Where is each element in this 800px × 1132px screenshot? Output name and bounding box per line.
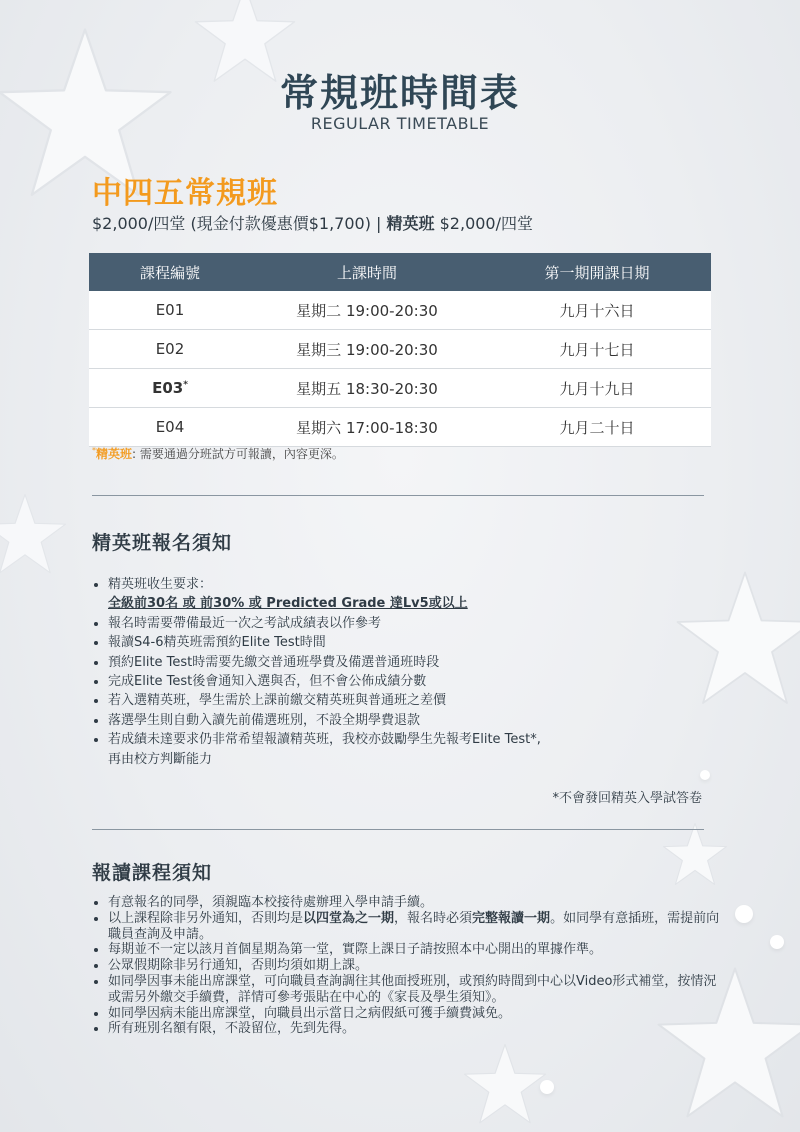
list-item: • 預約Elite Test時需要先繳交普通班學費及備選普通班時段 xyxy=(108,653,728,672)
course-code: E02 xyxy=(89,330,251,369)
list-item: • 以上課程除非另外通知，否則均是以四堂為之一期，報名時必須完整報讀一期。如同學有意插班，需提前向職員查詢及申請。 xyxy=(108,911,722,943)
star-decoration-icon xyxy=(460,1040,550,1130)
course-price xyxy=(92,211,533,234)
start-date: 九月二十日 xyxy=(483,408,711,447)
divider xyxy=(92,495,704,496)
bubble-decoration xyxy=(700,770,710,780)
table-row xyxy=(89,330,711,369)
course-code: E01 xyxy=(89,291,251,330)
start-date: 九月十九日 xyxy=(483,369,711,408)
course-code: E04 xyxy=(89,408,251,447)
note-text: : 需要通過分班試方可報讀，內容更深。 xyxy=(132,447,344,461)
star-decoration-icon xyxy=(660,820,730,890)
bubble-decoration xyxy=(770,935,784,949)
page-subtitle: REGULAR TIMETABLE xyxy=(310,114,490,133)
list-item: • 報讀S4-6精英班需預約Elite Test時間 xyxy=(108,633,728,652)
note-label: 精英班 xyxy=(96,447,133,461)
course-section-heading: 報讀課程須知 xyxy=(92,862,213,884)
table-header-row xyxy=(89,253,711,291)
course-title: 中四五常規班 xyxy=(92,176,278,211)
list-item: • 若成績未達要求仍非常希望報讀精英班，我校亦鼓勵學生先報考Elite Test*, 再由校方判斷能力 xyxy=(108,730,728,769)
bubble-decoration xyxy=(540,1080,554,1094)
class-time: 星期二 19:00-20:30 xyxy=(251,291,483,330)
table-row xyxy=(89,369,711,408)
page-title: 常規班時間表 xyxy=(279,71,520,115)
list-item: • 落選學生則自動入讀先前備選班別，不設全期學費退款 xyxy=(108,711,728,730)
column-header-time: 上課時間 xyxy=(251,253,483,291)
regular-price: $2,000/四堂 (現金付款優惠價$1,700) xyxy=(92,214,371,233)
start-date: 九月十七日 xyxy=(483,330,711,369)
bubble-decoration xyxy=(735,905,753,923)
list-item: • 所有班別名額有限，不設留位，先到先得。 xyxy=(108,1021,722,1037)
list-item: • 每期並不一定以該月首個星期為第一堂，實際上課日子請按照本中心開出的單據作準。 xyxy=(108,942,722,958)
list-item: • 公眾假期除非另行通知，否則均須如期上課。 xyxy=(108,958,722,974)
list-item: • 報名時需要帶備最近一次之考試成績表以作參考 xyxy=(108,614,728,633)
note-mark: * xyxy=(92,446,96,455)
star-decoration-icon xyxy=(0,490,70,580)
list-item: • 精英班收生要求： 全級前30名 或 前30% 或 Predicted Grade 達Lv5或以上 xyxy=(108,575,728,614)
list-item: • 如同學因事未能出席課堂，可向職員查詢調往其他面授班別，或預約時間到中心以Video形式補堂，按情況或需另外繳交手續費，詳情可參考張貼在中心的《家長及學生須知》。 xyxy=(108,974,722,1006)
course-code-elite: E03* xyxy=(89,369,251,408)
elite-section-heading: 精英班報名須知 xyxy=(92,532,233,554)
elite-footnote: *不會發回精英入學試答卷 xyxy=(552,791,702,806)
elite-price: $2,000/四堂 xyxy=(439,214,534,233)
column-header-start: 第一期開課日期 xyxy=(483,253,711,291)
divider xyxy=(92,829,704,830)
timetable xyxy=(89,253,711,447)
elite-price-label: 精英班 xyxy=(386,214,435,233)
elite-requirements-list xyxy=(92,575,728,769)
class-time: 星期五 18:30-20:30 xyxy=(251,369,483,408)
class-time: 星期三 19:00-20:30 xyxy=(251,330,483,369)
admission-requirement: 全級前30名 或 前30% 或 Predicted Grade 達Lv5或以上 xyxy=(108,596,468,612)
list-item: • 完成Elite Test後會通知入選與否，但不會公佈成績分數 xyxy=(108,672,728,691)
elite-mark: * xyxy=(183,380,188,390)
table-row xyxy=(89,291,711,330)
table-row xyxy=(89,408,711,447)
price-separator: | xyxy=(376,214,382,233)
list-item: • 若入選精英班，學生需於上課前繳交精英班與普通班之差價 xyxy=(108,691,728,710)
elite-note xyxy=(92,445,344,462)
start-date: 九月十六日 xyxy=(483,291,711,330)
column-header-code: 課程編號 xyxy=(89,253,251,291)
list-item: • 如同學因病未能出席課堂，向職員出示當日之病假紙可獲手續費減免。 xyxy=(108,1006,722,1022)
class-time: 星期六 17:00-18:30 xyxy=(251,408,483,447)
list-item: • 有意報名的同學，須親臨本校接待處辦理入學申請手續。 xyxy=(108,895,722,911)
course-rules-list xyxy=(92,895,722,1037)
